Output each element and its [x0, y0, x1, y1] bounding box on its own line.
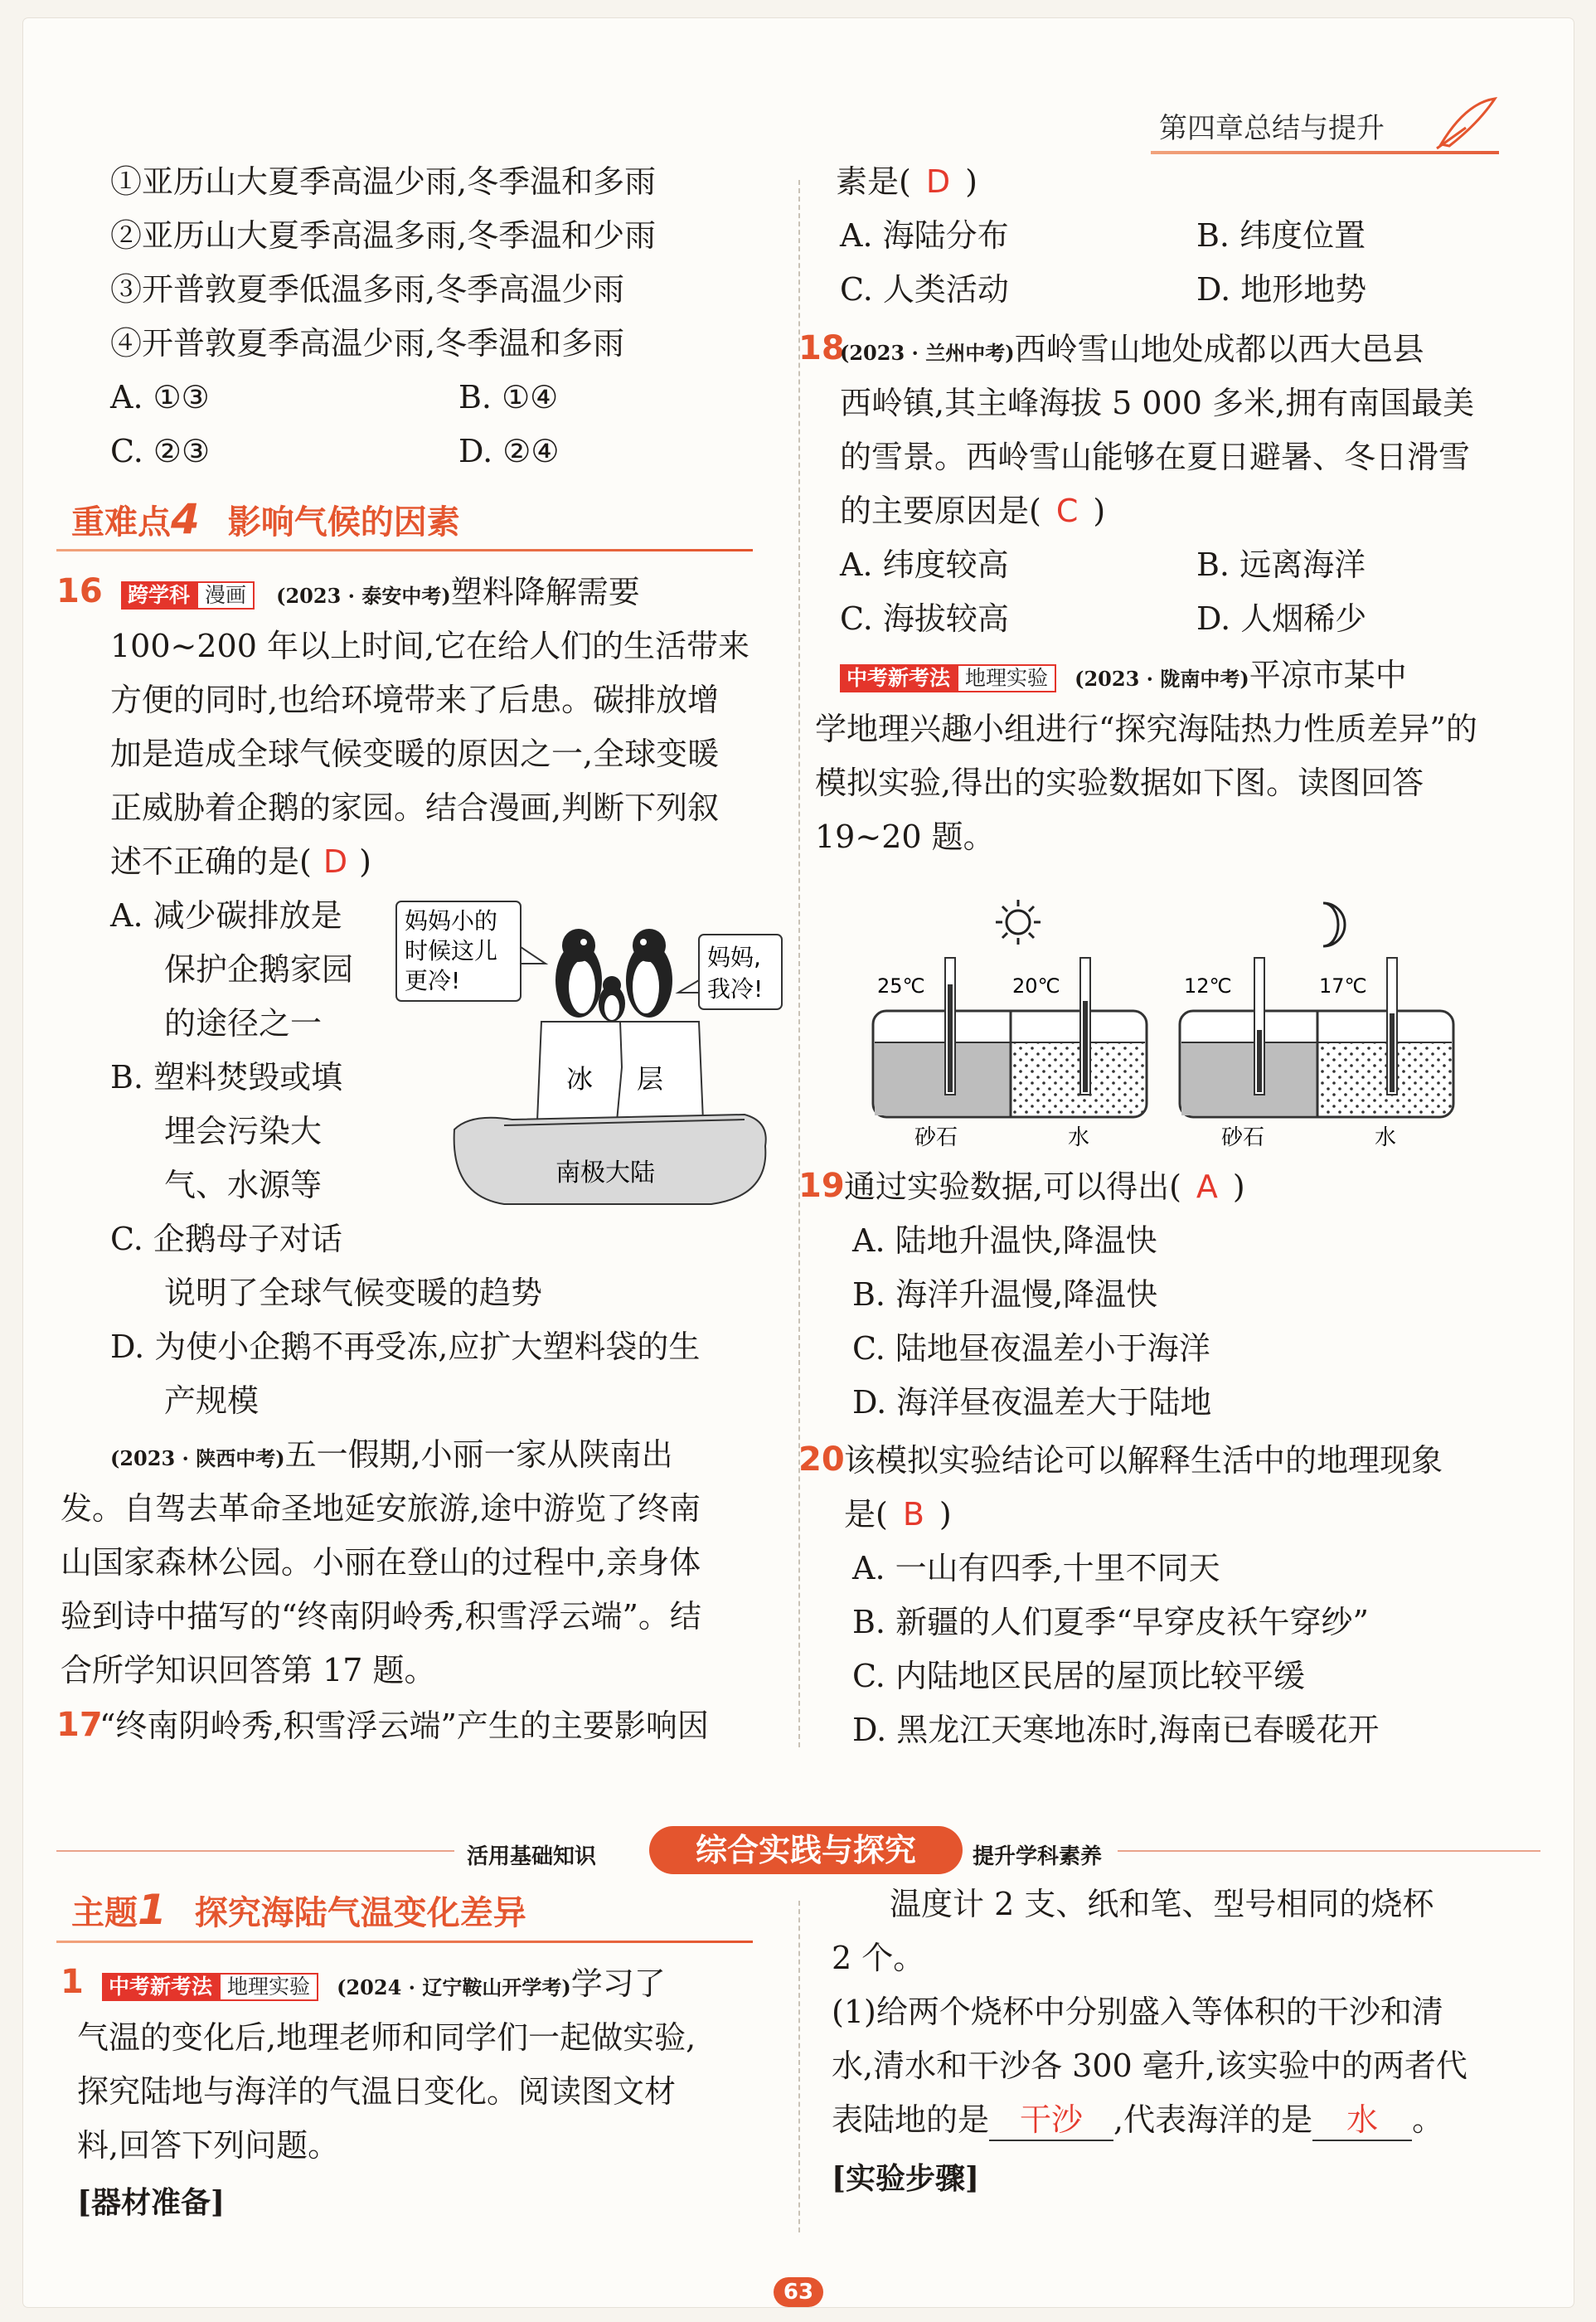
statement-2: ②亚历山大夏季高温多雨,冬季温和少雨	[110, 217, 657, 254]
topic-title: 探究海陆气温变化差异	[194, 1894, 526, 1932]
option-d: D. ②④	[458, 433, 560, 469]
day-sand-temp: 25℃	[877, 974, 925, 998]
fill-prefix: 表陆地的是	[832, 2101, 990, 2138]
q16-option-b-line-3: 气、水源等	[164, 1167, 323, 1203]
stem-text: 通过实验数据,可以得出(	[844, 1168, 1181, 1205]
question-16-line-0: 塑料降解需要	[450, 574, 640, 610]
question-number-19: 19	[798, 1167, 845, 1205]
banner-line-left	[56, 1850, 454, 1852]
equipment-label: [器材准备]	[77, 2185, 226, 2220]
problem-1-right-line-2: (1)给两个烧杯中分别盛入等体积的干沙和清	[832, 1994, 1443, 2030]
problem-number-1: 1	[61, 1963, 84, 2001]
penguin-icon	[555, 929, 672, 1022]
night-water-label: 水	[1375, 1125, 1397, 1150]
q19-intro-line-3: 19~20 题。	[815, 819, 995, 855]
problem-1-right-line-1: 2 个。	[832, 1940, 925, 1976]
question-20-line-1: 该模拟实验结论可以解释生活中的地理现象	[844, 1442, 1443, 1479]
q20-option-a: A. 一山有四季,十里不同天	[852, 1550, 1220, 1586]
tag-new-exam: 中考新考法	[840, 664, 957, 692]
section-underline	[56, 549, 753, 551]
problem-1-line-0	[102, 1965, 666, 2004]
close-paren: )	[359, 843, 371, 880]
close-paren: )	[939, 1496, 952, 1533]
section-prefix: 重难点	[71, 503, 171, 542]
q19-intro-source: (2023 · 陇南中考)	[1075, 667, 1249, 691]
question-16-line-3: 加是造成全球气候变暖的原因之一,全球变暖	[110, 736, 720, 772]
q19-option-b: B. 海洋升温慢,降温快	[852, 1276, 1158, 1313]
quill-icon	[1433, 95, 1499, 153]
question-17-line-1: “终南阴岭秀,积雪浮云端”产生的主要影响因	[99, 1707, 709, 1744]
option-c: C. ②③	[110, 433, 211, 469]
question-16-header	[121, 574, 640, 612]
q17-intro-line-1: 发。自驾去革命圣地延安旅游,途中游览了终南	[61, 1490, 701, 1527]
experiment-figure	[861, 877, 1491, 1150]
q17-intro-text-0: 五一假期,小丽一家从陕南出	[284, 1436, 673, 1473]
tag-new-exam: 中考新考法	[102, 1973, 219, 2001]
stem-text: 素是(	[836, 163, 911, 200]
q18-option-d: D. 人烟稀少	[1196, 600, 1367, 637]
topic-heading-1	[71, 1886, 526, 1934]
sun-icon	[996, 900, 1041, 945]
question-18-stem-end	[840, 493, 1105, 531]
ice-label-left: 冰	[566, 1063, 594, 1095]
answer-20: B	[902, 1496, 924, 1533]
question-16-line-1: 100~200 年以上时间,它在给人们的生活带来	[110, 628, 750, 664]
banner-line-right	[1118, 1850, 1540, 1852]
banner-center: 综合实践与探究	[649, 1826, 963, 1874]
question-18-line-0	[840, 331, 1424, 369]
question-17-line-2	[836, 163, 977, 202]
question-18-text-0: 西岭雪山地处成都以西大邑县	[1014, 331, 1424, 367]
question-number-18: 18	[798, 329, 845, 367]
answer-16: D	[323, 843, 348, 880]
page	[23, 18, 1574, 2307]
land-label: 南极大陆	[555, 1159, 655, 1188]
penguin-cartoon	[380, 897, 786, 1212]
day-water-label: 水	[1068, 1125, 1090, 1150]
problem-1-line-1: 气温的变化后,地理老师和同学们一起做实验,	[77, 2019, 696, 2056]
q20-option-b: B. 新疆的人们夏季“早穿皮袄午穿纱”	[852, 1604, 1369, 1640]
problem-1-line-2: 探究陆地与海洋的气温日变化。阅读图文材	[77, 2073, 677, 2110]
q17-intro-line-0	[110, 1436, 673, 1474]
q19-option-d: D. 海洋昼夜温差大于陆地	[852, 1384, 1212, 1421]
q16-option-a-line-3: 的途径之一	[164, 1005, 323, 1042]
answer-17: D	[925, 163, 951, 200]
page-number: 63	[774, 2277, 823, 2307]
night-water-temp: 17℃	[1319, 974, 1367, 998]
problem-1-line-3: 料,回答下列问题。	[77, 2127, 340, 2164]
q18-option-c: C. 海拔较高	[840, 600, 1009, 637]
q16-option-c-line-1: C. 企鹅母子对话	[110, 1221, 342, 1257]
bubble-chick-line-1: 妈妈,	[707, 944, 761, 971]
question-number-20: 20	[798, 1440, 845, 1479]
problem-1-text-0: 学习了	[570, 1965, 666, 2002]
q19-intro-text-0: 平凉市某中	[1249, 657, 1407, 693]
q19-option-c: C. 陆地昼夜温差小于海洋	[852, 1330, 1210, 1367]
problem-1-fill-line	[832, 2101, 1443, 2141]
question-18-line-1: 西岭镇,其主峰海拔 5 000 多米,拥有南国最美	[840, 385, 1475, 421]
answer-blank-ocean: 水	[1312, 2101, 1412, 2141]
question-18-source: (2023 · 兰州中考)	[840, 341, 1015, 365]
answer-blank-land: 干沙	[989, 2101, 1113, 2141]
q20-option-c: C. 内陆地区民居的屋顶比较平缓	[852, 1658, 1305, 1694]
close-paren: )	[1093, 493, 1106, 529]
answer-19: A	[1196, 1168, 1218, 1205]
ice-label-right: 层	[637, 1063, 664, 1095]
q18-option-b: B. 远离海洋	[1196, 546, 1366, 583]
q18-option-a: A. 纬度较高	[840, 546, 1009, 583]
q16-option-d-line-1: D. 为使小企鹅不再受冻,应扩大塑料袋的生	[110, 1329, 701, 1365]
q16-option-c-line-2: 说明了全球气候变暖的趋势	[164, 1275, 543, 1311]
tag-geo-experiment: 地理实验	[219, 1973, 318, 2001]
question-19-stem	[844, 1168, 1245, 1207]
topic-number: 1	[138, 1886, 167, 1934]
tag-geo-experiment: 地理实验	[957, 664, 1056, 692]
column-divider-bottom	[798, 1901, 800, 2232]
close-paren: )	[1232, 1168, 1245, 1205]
question-18-line-2: 的雪景。西岭雪山能够在夏日避暑、冬日滑雪	[840, 439, 1471, 475]
q17-option-a: A. 海陆分布	[840, 217, 1009, 254]
column-divider-top	[798, 180, 800, 1747]
q16-option-a-line-2: 保护企鹅家园	[164, 951, 354, 988]
q17-option-c: C. 人类活动	[840, 271, 1009, 308]
tag-interdisciplinary: 跨学科	[121, 581, 196, 610]
statement-4: ④开普敦夏季高温少雨,冬季温和多雨	[110, 325, 625, 362]
option-b: B. ①④	[458, 379, 559, 415]
bubble-mother-line-1: 妈妈小的	[405, 907, 498, 935]
fill-end: 。	[1412, 2101, 1444, 2138]
q17-intro-line-3: 验到诗中描写的“终南阴岭秀,积雪浮云端”。结	[61, 1598, 701, 1635]
question-16-line-4: 正威胁着企鹅的家园。结合漫画,判断下列叙	[110, 789, 720, 826]
q19-intro-line-1: 学地理兴趣小组进行“探究海陆热力性质差异”的	[815, 711, 1477, 747]
banner-right-text: 提升学科素养	[973, 1844, 1103, 1869]
statement-3: ③开普敦夏季低温多雨,冬季高温少雨	[110, 271, 625, 308]
section-heading-4	[71, 495, 460, 543]
close-paren: )	[965, 163, 977, 200]
question-16-source: (2023 · 泰安中考)	[276, 584, 451, 608]
problem-1-right-line-3: 水,清水和干沙各 300 毫升,该实验中的两者代	[832, 2048, 1467, 2084]
option-a: A. ①③	[110, 379, 210, 415]
bubble-mother-line-2: 时候这儿	[405, 937, 498, 964]
question-20-line-2	[844, 1496, 952, 1534]
q19-option-a: A. 陆地升温快,降温快	[852, 1222, 1157, 1259]
q16-option-d-line-2: 产规模	[164, 1382, 260, 1419]
q16-option-b-line-2: 埋会污染大	[164, 1113, 323, 1149]
q17-option-b: B. 纬度位置	[1196, 217, 1366, 254]
question-number-16: 16	[56, 572, 103, 610]
section-title: 影响气候的因素	[227, 503, 460, 542]
bubble-chick-line-2: 我冷!	[707, 975, 764, 1003]
q16-option-a-line-1: A. 减少碳排放是	[110, 897, 342, 934]
tag-comic: 漫画	[196, 581, 255, 610]
q16-option-b-line-1: B. 塑料焚毁或填	[110, 1059, 343, 1095]
question-16-line-2: 方便的同时,也给环境带来了后患。碳排放增	[110, 682, 720, 718]
topic-underline	[56, 1941, 753, 1943]
statement-1: ①亚历山大夏季高温少雨,冬季温和多雨	[110, 163, 657, 200]
q17-intro-line-4: 合所学知识回答第 17 题。	[61, 1652, 436, 1688]
question-number-17: 17	[56, 1706, 103, 1744]
q17-intro-source: (2023 · 陕西中考)	[110, 1446, 285, 1470]
problem-1-source: (2024 · 辽宁鞍山开学考)	[337, 1975, 571, 1999]
problem-1-right-line-0: 温度计 2 支、纸和笔、型号相同的烧杯	[890, 1886, 1434, 1922]
moon-icon	[1323, 903, 1345, 946]
stem-text: 的主要原因是(	[840, 493, 1041, 529]
stem-text: 述不正确的是(	[110, 843, 312, 880]
day-sand-label: 砂石	[914, 1125, 958, 1150]
q17-option-d: D. 地形地势	[1196, 271, 1367, 308]
night-sand-temp: 12℃	[1184, 974, 1232, 998]
q20-option-d: D. 黑龙江天寒地冻时,海南已春暖花开	[852, 1712, 1380, 1748]
q19-intro-line-0	[840, 657, 1407, 695]
chapter-title: 第四章总结与提升	[1159, 112, 1385, 145]
banner-left-text: 活用基础知识	[467, 1844, 597, 1869]
section-number: 4	[171, 495, 200, 543]
fill-middle: ,代表海洋的是	[1113, 2101, 1313, 2138]
day-water-temp: 20℃	[1012, 974, 1060, 998]
night-sand-label: 砂石	[1221, 1125, 1265, 1150]
stem-text: 是(	[844, 1496, 888, 1533]
bubble-mother-line-3: 更冷!	[405, 967, 461, 994]
q19-intro-line-2: 模拟实验,得出的实验数据如下图。读图回答	[815, 765, 1424, 801]
question-16-stem-end	[110, 843, 371, 882]
steps-label: [实验步骤]	[832, 2161, 980, 2196]
q17-intro-line-2: 山国家森林公园。小丽在登山的过程中,亲身体	[61, 1544, 701, 1581]
topic-prefix: 主题	[71, 1894, 138, 1932]
answer-18: C	[1055, 493, 1079, 529]
